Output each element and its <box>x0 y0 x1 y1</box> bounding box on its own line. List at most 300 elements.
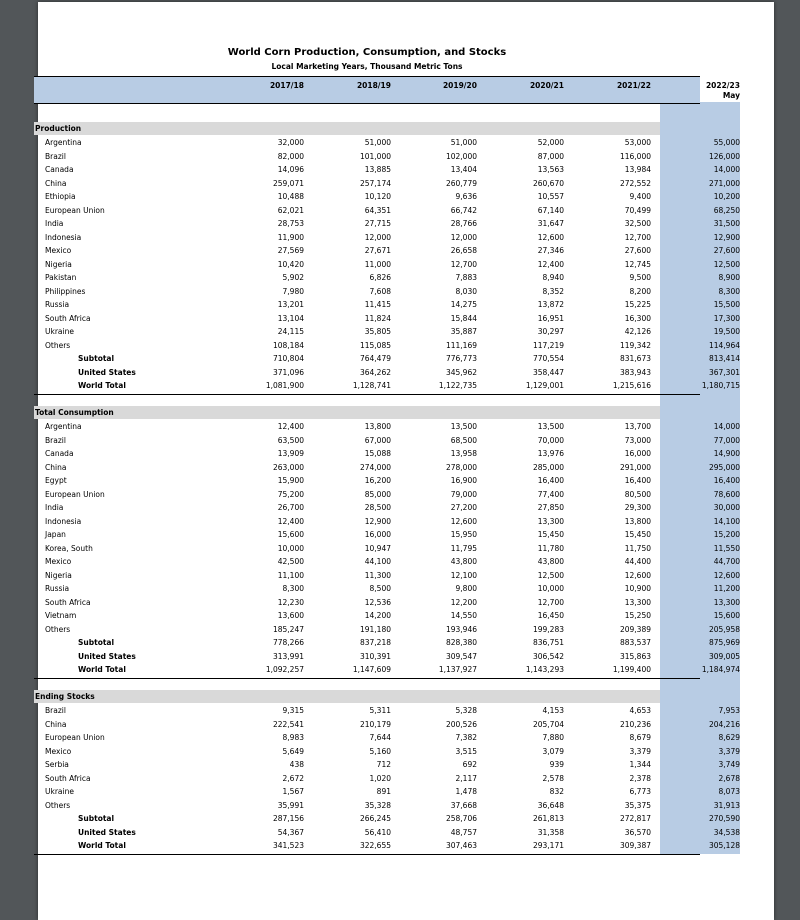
row-value: 4,153 <box>542 706 564 715</box>
table-row <box>34 461 740 475</box>
row-value: 776,773 <box>445 354 477 363</box>
row-label: Mexico <box>45 557 72 566</box>
row-value: 15,844 <box>450 313 477 323</box>
row-value: 12,200 <box>450 597 477 607</box>
row-label: World Total <box>78 841 126 850</box>
row-value: 1,128,741 <box>352 381 391 390</box>
row-value: 111,169 <box>445 340 477 350</box>
row-value: 260,779 <box>445 178 477 188</box>
table-row <box>34 718 740 732</box>
row-value: 15,450 <box>624 530 651 539</box>
row-label: Serbia <box>45 760 69 769</box>
row-value: 16,400 <box>537 476 564 485</box>
row-value: 205,958 <box>708 624 740 634</box>
row-value: 1,137,927 <box>438 665 477 674</box>
row-label: World Total <box>78 665 126 674</box>
row-value: 10,488 <box>277 192 304 201</box>
row-label: Subtotal <box>78 814 115 823</box>
row-value: 322,655 <box>359 841 391 850</box>
row-value: 1,143,293 <box>525 665 564 674</box>
row-value: 53,000 <box>624 138 651 147</box>
year-header: 2018/19 <box>356 81 391 90</box>
row-value: 70,499 <box>624 205 651 215</box>
row-value: 278,000 <box>445 462 477 472</box>
section-rule <box>34 394 700 395</box>
row-value: 13,500 <box>537 422 564 431</box>
table-row <box>34 298 740 312</box>
row-value: 8,200 <box>629 286 651 296</box>
row-value: 12,700 <box>624 232 651 242</box>
table-row <box>34 812 740 826</box>
row-value: 28,766 <box>450 219 477 228</box>
row-value: 68,250 <box>713 205 740 215</box>
row-value: 16,000 <box>624 449 651 458</box>
row-value: 13,201 <box>277 300 304 309</box>
row-value: 2,578 <box>542 773 564 783</box>
row-value: 1,081,900 <box>265 381 304 390</box>
row-value: 12,500 <box>537 570 564 580</box>
row-value: 11,824 <box>364 313 391 323</box>
row-value: 313,991 <box>272 651 304 661</box>
row-value: 1,567 <box>282 787 304 796</box>
row-value: 12,900 <box>364 516 391 526</box>
row-value: 114,964 <box>708 340 740 350</box>
row-value: 285,000 <box>532 462 564 472</box>
section-title: Production <box>35 124 82 133</box>
row-value: 307,463 <box>445 841 477 850</box>
table-row <box>34 609 740 623</box>
row-value: 828,380 <box>445 638 477 647</box>
table-row <box>34 163 740 177</box>
table-row <box>34 271 740 285</box>
row-value: 31,647 <box>537 219 564 228</box>
row-value: 28,500 <box>364 503 391 512</box>
table-row <box>34 352 740 366</box>
row-value: 10,000 <box>277 543 304 553</box>
row-value: 364,262 <box>359 367 391 377</box>
table-row <box>34 799 740 813</box>
row-value: 1,147,609 <box>352 665 391 674</box>
table-row <box>34 596 740 610</box>
row-value: 710,804 <box>272 354 304 363</box>
row-value: 19,500 <box>713 327 740 336</box>
title-block <box>34 46 700 72</box>
row-value: 2,117 <box>455 773 477 783</box>
row-value: 43,800 <box>537 557 564 566</box>
row-value: 68,500 <box>450 435 477 445</box>
row-label: Russia <box>45 584 70 593</box>
row-value: 10,947 <box>364 543 391 553</box>
row-value: 883,537 <box>619 638 651 647</box>
row-value: 11,900 <box>277 232 304 242</box>
table-row <box>34 379 740 393</box>
row-value: 2,678 <box>718 773 740 783</box>
row-value: 37,668 <box>450 800 477 810</box>
row-value: 36,570 <box>624 827 651 837</box>
row-value: 12,400 <box>277 422 304 431</box>
row-value: 5,160 <box>369 746 391 756</box>
row-value: 12,100 <box>450 570 477 580</box>
row-value: 305,128 <box>708 841 740 850</box>
row-value: 11,415 <box>364 300 391 309</box>
table-row <box>34 515 740 529</box>
row-value: 126,000 <box>708 151 740 161</box>
row-value: 48,757 <box>450 827 477 837</box>
row-value: 259,071 <box>272 178 304 188</box>
row-label: European Union <box>45 733 105 742</box>
row-value: 70,000 <box>537 435 564 445</box>
report-subtitle: Local Marketing Years, Thousand Metric Tons <box>271 62 463 71</box>
row-value: 15,450 <box>537 530 564 539</box>
row-value: 204,216 <box>708 719 740 729</box>
row-value: 10,557 <box>537 192 564 201</box>
row-value: 15,250 <box>624 611 651 620</box>
table-row <box>34 488 740 502</box>
row-value: 15,200 <box>713 530 740 539</box>
row-value: 27,600 <box>624 246 651 255</box>
row-value: 77,000 <box>713 435 740 445</box>
table-row <box>34 190 740 204</box>
row-value: 309,005 <box>708 651 740 661</box>
row-label: European Union <box>45 489 105 499</box>
row-value: 32,500 <box>624 219 651 228</box>
row-value: 1,184,974 <box>701 665 740 674</box>
row-value: 16,951 <box>537 313 564 323</box>
row-label: Ethiopia <box>45 192 76 201</box>
row-value: 44,100 <box>364 557 391 566</box>
row-value: 837,218 <box>359 638 391 647</box>
row-label: Subtotal <box>78 638 115 647</box>
table-row <box>34 650 740 664</box>
row-value: 11,100 <box>277 570 304 580</box>
row-value: 13,958 <box>450 449 477 458</box>
row-value: 692 <box>462 760 477 769</box>
row-value: 12,500 <box>713 259 740 269</box>
row-value: 16,400 <box>713 476 740 485</box>
row-value: 764,479 <box>359 354 391 363</box>
row-value: 15,600 <box>277 530 304 539</box>
row-value: 16,900 <box>450 476 477 485</box>
row-value: 358,447 <box>532 367 564 377</box>
table-row <box>34 636 740 650</box>
row-value: 12,000 <box>364 232 391 242</box>
row-value: 11,000 <box>364 259 391 269</box>
row-value: 295,000 <box>708 462 740 472</box>
row-value: 108,184 <box>272 340 304 350</box>
row-value: 42,500 <box>277 557 304 566</box>
row-value: 258,706 <box>445 814 477 823</box>
row-value: 32,000 <box>277 138 304 147</box>
table-row <box>34 312 740 326</box>
row-value: 14,000 <box>713 422 740 431</box>
table-row <box>34 839 740 853</box>
table-row <box>34 663 740 677</box>
row-value: 438 <box>289 760 304 769</box>
row-value: 12,000 <box>450 232 477 242</box>
row-value: 6,826 <box>369 273 391 282</box>
row-label: United States <box>78 367 136 377</box>
row-value: 13,600 <box>277 611 304 620</box>
row-value: 29,300 <box>624 503 651 512</box>
row-value: 24,115 <box>277 327 304 336</box>
row-value: 315,863 <box>619 651 651 661</box>
row-value: 306,542 <box>532 651 564 661</box>
row-value: 261,813 <box>532 814 564 823</box>
row-label: Argentina <box>45 138 82 147</box>
row-value: 85,000 <box>364 489 391 499</box>
row-value: 11,780 <box>537 543 564 553</box>
row-label: South Africa <box>45 773 91 783</box>
row-value: 12,600 <box>537 232 564 242</box>
row-value: 56,410 <box>364 827 391 837</box>
row-value: 260,670 <box>532 178 564 188</box>
row-value: 78,600 <box>713 489 740 499</box>
row-value: 79,000 <box>450 489 477 499</box>
row-value: 293,171 <box>532 841 564 850</box>
row-value: 8,940 <box>542 273 564 282</box>
row-value: 11,300 <box>364 570 391 580</box>
row-value: 31,500 <box>713 219 740 228</box>
row-value: 8,983 <box>282 733 304 742</box>
row-value: 9,315 <box>282 706 304 715</box>
row-value: 770,554 <box>532 354 564 363</box>
row-value: 27,569 <box>277 246 304 255</box>
row-value: 1,215,616 <box>612 381 651 390</box>
row-value: 10,900 <box>624 584 651 593</box>
row-value: 42,126 <box>624 327 651 336</box>
row-value: 3,079 <box>542 746 564 756</box>
row-value: 15,950 <box>450 530 477 539</box>
row-value: 9,400 <box>629 192 651 201</box>
row-value: 831,673 <box>619 354 651 363</box>
row-label: Indonesia <box>45 516 82 526</box>
row-label: European Union <box>45 205 105 215</box>
row-value: 13,500 <box>450 422 477 431</box>
row-value: 5,328 <box>455 706 477 715</box>
header-row <box>34 76 740 104</box>
table-row <box>34 285 740 299</box>
section-rule <box>34 854 700 855</box>
row-value: 5,902 <box>282 273 304 282</box>
row-value: 11,200 <box>713 584 740 593</box>
row-label: Vietnam <box>45 611 77 620</box>
row-value: 12,600 <box>450 516 477 526</box>
row-value: 1,478 <box>455 787 477 796</box>
row-value: 12,600 <box>713 570 740 580</box>
row-value: 13,404 <box>450 165 477 174</box>
row-value: 271,000 <box>708 178 740 188</box>
row-value: 17,300 <box>713 313 740 323</box>
row-value: 205,704 <box>532 719 564 729</box>
table-row <box>34 244 740 258</box>
row-value: 778,266 <box>272 638 304 647</box>
year-note: May <box>722 91 740 100</box>
row-value: 66,742 <box>450 205 477 215</box>
table-row <box>34 420 740 434</box>
row-value: 3,379 <box>718 746 740 756</box>
row-value: 12,700 <box>537 597 564 607</box>
table-row <box>34 528 740 542</box>
row-value: 7,644 <box>369 733 391 742</box>
row-label: Ukraine <box>45 327 74 336</box>
year-header: 2021/22 <box>616 81 651 90</box>
row-value: 13,885 <box>364 165 391 174</box>
row-label: China <box>45 178 67 188</box>
section-rule <box>34 678 700 679</box>
row-value: 51,000 <box>364 138 391 147</box>
table-row <box>34 731 740 745</box>
row-value: 12,900 <box>713 232 740 242</box>
row-value: 13,909 <box>277 449 304 458</box>
row-value: 77,400 <box>537 489 564 499</box>
row-value: 875,969 <box>708 638 740 647</box>
row-label: Nigeria <box>45 570 72 580</box>
row-value: 8,629 <box>718 733 740 742</box>
row-label: China <box>45 719 67 729</box>
row-value: 14,275 <box>450 300 477 309</box>
row-value: 9,800 <box>455 584 477 593</box>
row-label: Brazil <box>45 435 66 445</box>
row-value: 832 <box>549 787 564 796</box>
year-header: 2022/23 May <box>680 81 740 101</box>
row-value: 222,541 <box>272 719 304 729</box>
table-row <box>34 204 740 218</box>
report-title: World Corn Production, Consumption, and Stocks <box>227 47 507 58</box>
row-value: 35,991 <box>277 800 304 810</box>
row-label: India <box>45 219 64 228</box>
row-value: 3,749 <box>718 760 740 769</box>
row-value: 10,200 <box>713 192 740 201</box>
row-value: 35,805 <box>364 327 391 336</box>
row-value: 16,400 <box>624 476 651 485</box>
row-label: Others <box>45 340 71 350</box>
row-label: Brazil <box>45 706 66 715</box>
row-value: 13,872 <box>537 300 564 309</box>
row-label: South Africa <box>45 313 91 323</box>
row-value: 939 <box>549 760 564 769</box>
row-value: 54,367 <box>277 827 304 837</box>
row-value: 119,342 <box>619 340 651 350</box>
row-value: 291,000 <box>619 462 651 472</box>
row-label: Philippines <box>45 286 86 296</box>
row-value: 10,000 <box>537 584 564 593</box>
row-value: 12,400 <box>537 259 564 269</box>
row-value: 13,800 <box>364 422 391 431</box>
row-value: 16,000 <box>364 530 391 539</box>
row-value: 8,500 <box>369 584 391 593</box>
row-value: 28,753 <box>277 219 304 228</box>
row-value: 309,387 <box>619 841 651 850</box>
row-value: 31,913 <box>713 800 740 810</box>
row-value: 31,358 <box>537 827 564 837</box>
row-value: 891 <box>376 787 391 796</box>
row-label: Argentina <box>45 422 82 431</box>
table-row <box>34 704 740 718</box>
row-label: Japan <box>45 530 66 539</box>
row-value: 272,817 <box>619 814 651 823</box>
row-value: 274,000 <box>359 462 391 472</box>
row-value: 26,700 <box>277 503 304 512</box>
row-value: 15,225 <box>624 300 651 309</box>
row-label: World Total <box>78 381 126 390</box>
row-value: 80,500 <box>624 489 651 499</box>
row-value: 12,600 <box>624 570 651 580</box>
row-value: 27,671 <box>364 246 391 255</box>
row-value: 12,230 <box>277 597 304 607</box>
row-value: 30,297 <box>537 327 564 336</box>
row-label: Nigeria <box>45 259 72 269</box>
row-value: 117,219 <box>532 340 564 350</box>
row-value: 87,000 <box>537 151 564 161</box>
row-value: 9,500 <box>629 273 651 282</box>
row-value: 75,200 <box>277 489 304 499</box>
row-value: 10,120 <box>364 192 391 201</box>
row-value: 1,020 <box>369 773 391 783</box>
row-label: United States <box>78 827 136 837</box>
row-value: 13,300 <box>624 597 651 607</box>
row-value: 15,500 <box>713 300 740 309</box>
row-value: 836,751 <box>532 638 564 647</box>
row-value: 14,100 <box>713 516 740 526</box>
row-value: 13,104 <box>277 313 304 323</box>
row-value: 1,344 <box>629 760 651 769</box>
row-value: 272,552 <box>619 178 651 188</box>
table-row <box>34 231 740 245</box>
row-value: 27,346 <box>537 246 564 255</box>
row-value: 62,021 <box>277 205 304 215</box>
table-row <box>34 434 740 448</box>
table-row <box>34 501 740 515</box>
row-label: Ukraine <box>45 787 74 796</box>
row-label: Korea, South <box>45 543 93 553</box>
section-title: Total Consumption <box>35 408 114 417</box>
table-row <box>34 339 740 353</box>
row-value: 1,122,735 <box>438 381 477 390</box>
row-value: 1,180,715 <box>701 381 740 390</box>
row-value: 8,300 <box>718 286 740 296</box>
row-value: 8,300 <box>282 584 304 593</box>
row-value: 14,200 <box>364 611 391 620</box>
section-band <box>34 122 660 135</box>
row-value: 52,000 <box>537 138 564 147</box>
row-value: 5,311 <box>369 706 391 715</box>
row-label: Russia <box>45 300 70 309</box>
row-value: 7,382 <box>455 733 477 742</box>
row-value: 3,515 <box>455 746 477 756</box>
row-value: 14,900 <box>713 449 740 458</box>
row-value: 1,199,400 <box>612 665 651 674</box>
row-value: 712 <box>376 760 391 769</box>
row-value: 7,608 <box>369 286 391 296</box>
row-value: 11,550 <box>713 543 740 553</box>
year-header: 2019/20 <box>442 81 477 90</box>
table-row <box>34 447 740 461</box>
row-value: 12,700 <box>450 259 477 269</box>
row-label: India <box>45 503 64 512</box>
table-row <box>34 772 740 786</box>
row-value: 27,850 <box>537 503 564 512</box>
row-value: 813,414 <box>708 354 740 363</box>
table-row <box>34 555 740 569</box>
row-value: 27,200 <box>450 503 477 512</box>
row-label: Subtotal <box>78 354 115 363</box>
row-value: 3,379 <box>629 746 651 756</box>
table-row <box>34 826 740 840</box>
row-value: 4,653 <box>629 706 651 715</box>
row-value: 199,283 <box>532 624 564 634</box>
row-value: 7,883 <box>455 273 477 282</box>
row-value: 14,000 <box>713 165 740 174</box>
